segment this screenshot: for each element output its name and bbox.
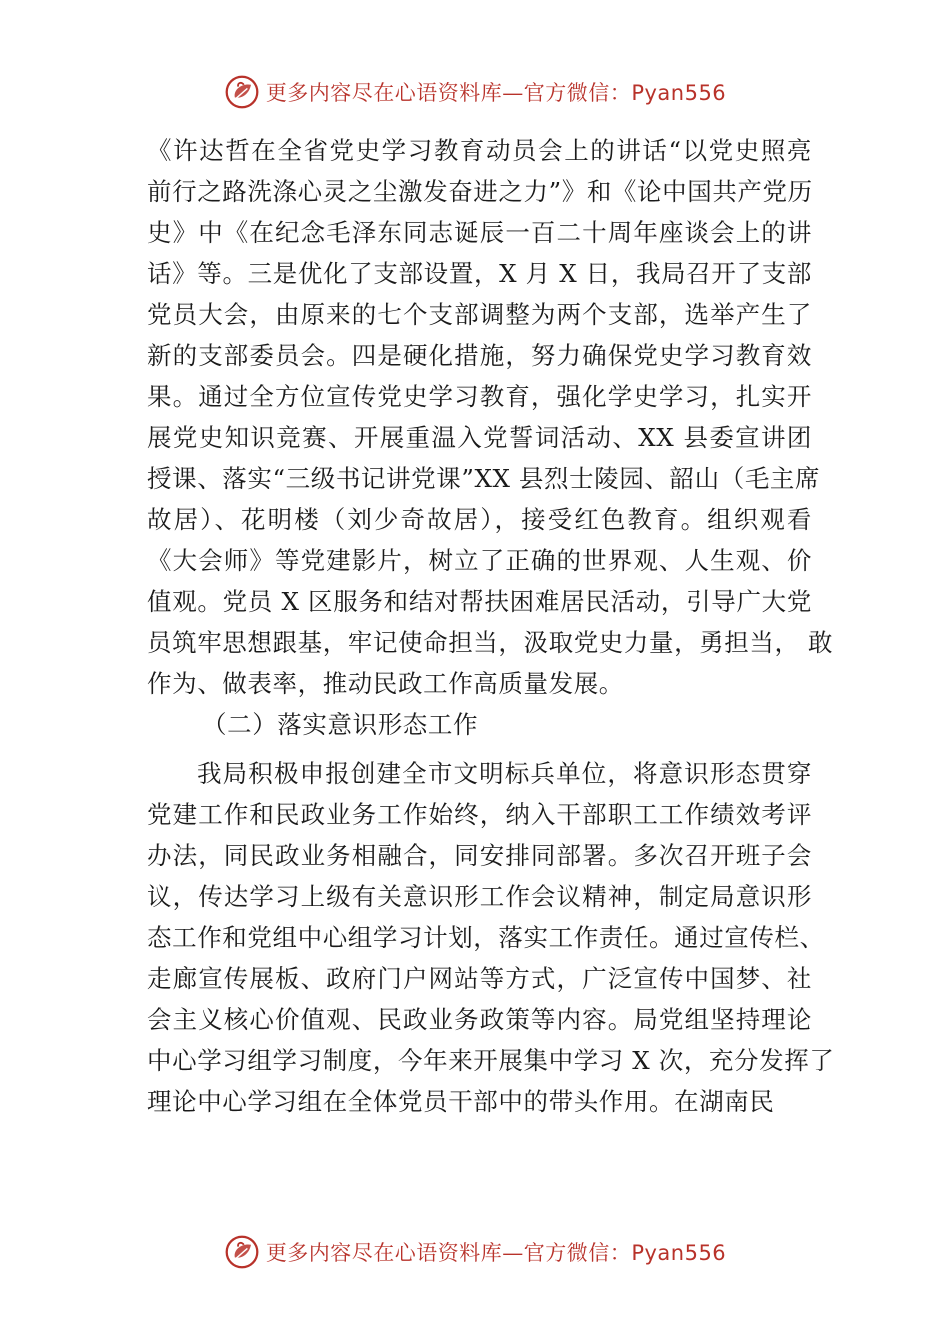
text-line: 故居）、花明楼（刘少奇故居），接受红色教育。组织观看	[147, 505, 812, 534]
text-line: 史》中《在纪念毛泽东同志诞辰一百二十周年座谈会上的讲	[147, 218, 812, 247]
text-line: 授课、落实“三级书记讲党课”XX 县烈士陵园、韶山（毛主席	[147, 464, 821, 493]
text-line: 会主义核心价值观、民政业务政策等内容。局党组坚持理论	[147, 1005, 812, 1034]
text-line: 态工作和党组中心组学习计划，落实工作责任。通过宣传栏、	[147, 923, 825, 952]
text-line: 果。通过全方位宣传党史学习教育，强化学史学习，扎实开	[147, 382, 812, 411]
text-line: 作为、做表率，推动民政工作高质量发展。	[147, 669, 624, 698]
banner-wechat-id: Pyan556	[631, 81, 727, 105]
text-line: 中心学习组学习制度，今年来开展集中学习 X 次，充分发挥了	[147, 1046, 835, 1075]
text-line: 党建工作和民政业务工作始终，纳入干部职工工作绩效考评	[147, 800, 812, 829]
text-line: 前行之路洗涤心灵之尘激发奋进之力”》和《论中国共产党历	[147, 177, 813, 206]
text-line: 理论中心学习组在全体党员干部中的带头作用。在湖南民	[147, 1087, 775, 1116]
section-heading: （二）落实意识形态工作	[202, 710, 479, 739]
paragraph-2	[147, 753, 835, 1122]
footer-banner-inner	[224, 1234, 726, 1270]
banner-wechat-id: Pyan556	[631, 1241, 727, 1265]
header-banner-inner	[224, 74, 726, 110]
banner-text	[266, 77, 726, 107]
text-line: 展党史知识竞赛、开展重温入党誓词活动、XX 县委宣讲团	[147, 423, 812, 452]
text-line: 《大会师》等党建影片，树立了正确的世界观、人生观、价	[147, 546, 812, 575]
banner-slogan: 更多内容尽在心语资料库—官方微信：	[265, 81, 632, 105]
paragraph-1	[147, 130, 834, 704]
text-line: 议，传达学习上级有关意识形工作会议精神，制定局意识形	[147, 882, 812, 911]
document-body	[147, 130, 835, 1122]
heart-leaf-icon	[224, 1234, 260, 1270]
header-banner	[0, 72, 950, 112]
text-line: 话》等。三是优化了支部设置，X 月 X 日，我局召开了支部	[147, 259, 812, 288]
text-line: 新的支部委员会。四是硬化措施，努力确保党史学习教育效	[147, 341, 812, 370]
text-line: 员筑牢思想跟基，牢记使命担当，汲取党史力量，勇担当， 敢	[147, 628, 834, 657]
text-line: 《许达哲在全省党史学习教育动员会上的讲话“以党史照亮	[147, 136, 812, 165]
text-line: 办法，同民政业务相融合，同安排同部署。多次召开班子会	[147, 841, 812, 870]
heart-leaf-icon	[224, 74, 260, 110]
text-line: 党员大会，由原来的七个支部调整为两个支部，选举产生了	[147, 300, 812, 329]
text-line: 走廊宣传展板、政府门户网站等方式，广泛宣传中国梦、社	[147, 964, 812, 993]
banner-slogan: 更多内容尽在心语资料库—官方微信：	[265, 1241, 632, 1265]
text-line: 值观。党员 X 区服务和结对帮扶困难居民活动，引导广大党	[147, 587, 812, 616]
banner-text	[266, 1237, 726, 1267]
text-line: 我局积极申报创建全市文明标兵单位，将意识形态贯穿	[197, 759, 812, 788]
footer-banner	[0, 1232, 950, 1272]
